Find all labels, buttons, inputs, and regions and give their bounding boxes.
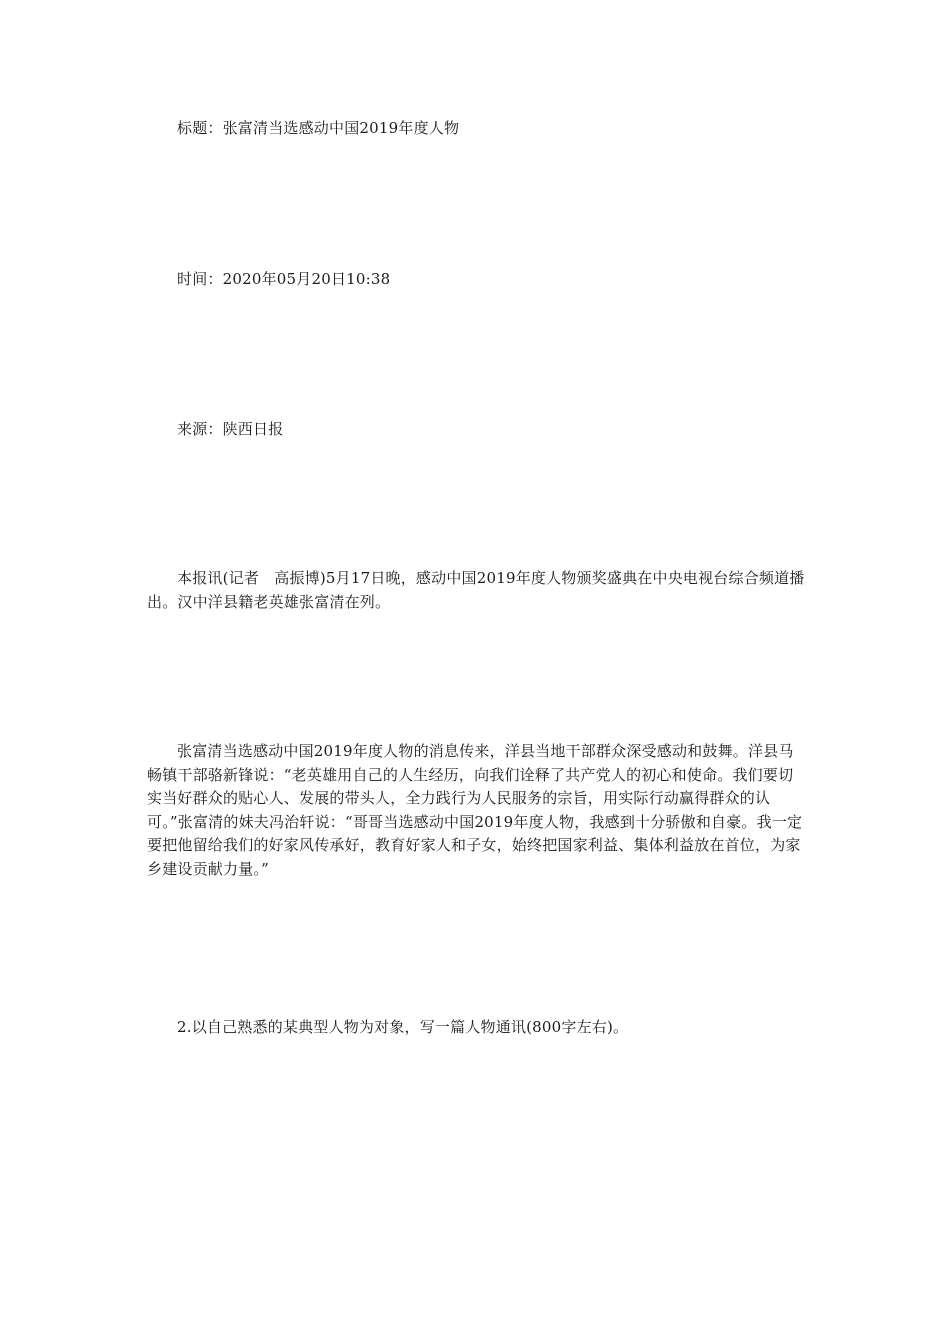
article-body-paragraph-1: 本报讯(记者 高振博)5月17日晚，感动中国2019年度人物颁奖盛典在中央电视台综合频道播出。汉中洋县籍老英雄张富清在列。: [147, 569, 805, 611]
writing-task-line: 2.以自己熟悉的某典型人物为对象，写一篇人物通讯(800字左右)。: [177, 1018, 629, 1036]
article-source-line: 来源：陕西日报: [177, 420, 284, 438]
article-time-line: 时间：2020年05月20日10:38: [177, 270, 391, 288]
article-body-paragraph-2: 张富清当选感动中国2019年度人物的消息传来，洋县当地干部群众深受感动和鼓舞。洋县马畅镇干部骆新锋说：“老英雄用自己的人生经历，向我们诠释了共产党人的初心和使命。我们要切实当好群众的贴心人、发展的带头人，全力践行为人民服务的宗旨，用实际行动赢得群众的认可。”张富清的妹夫冯治轩说：“哥哥当选感动中国2019年度人物，我感到十分骄傲和自豪。我一定要把他留给我们的好家风传承好，教育好家人和子女，始终把国家利益、集体利益放在首位，为家乡建设贡献力量。”: [147, 742, 803, 878]
article-title-line: 标题：张富清当选感动中国2019年度人物: [177, 119, 460, 137]
